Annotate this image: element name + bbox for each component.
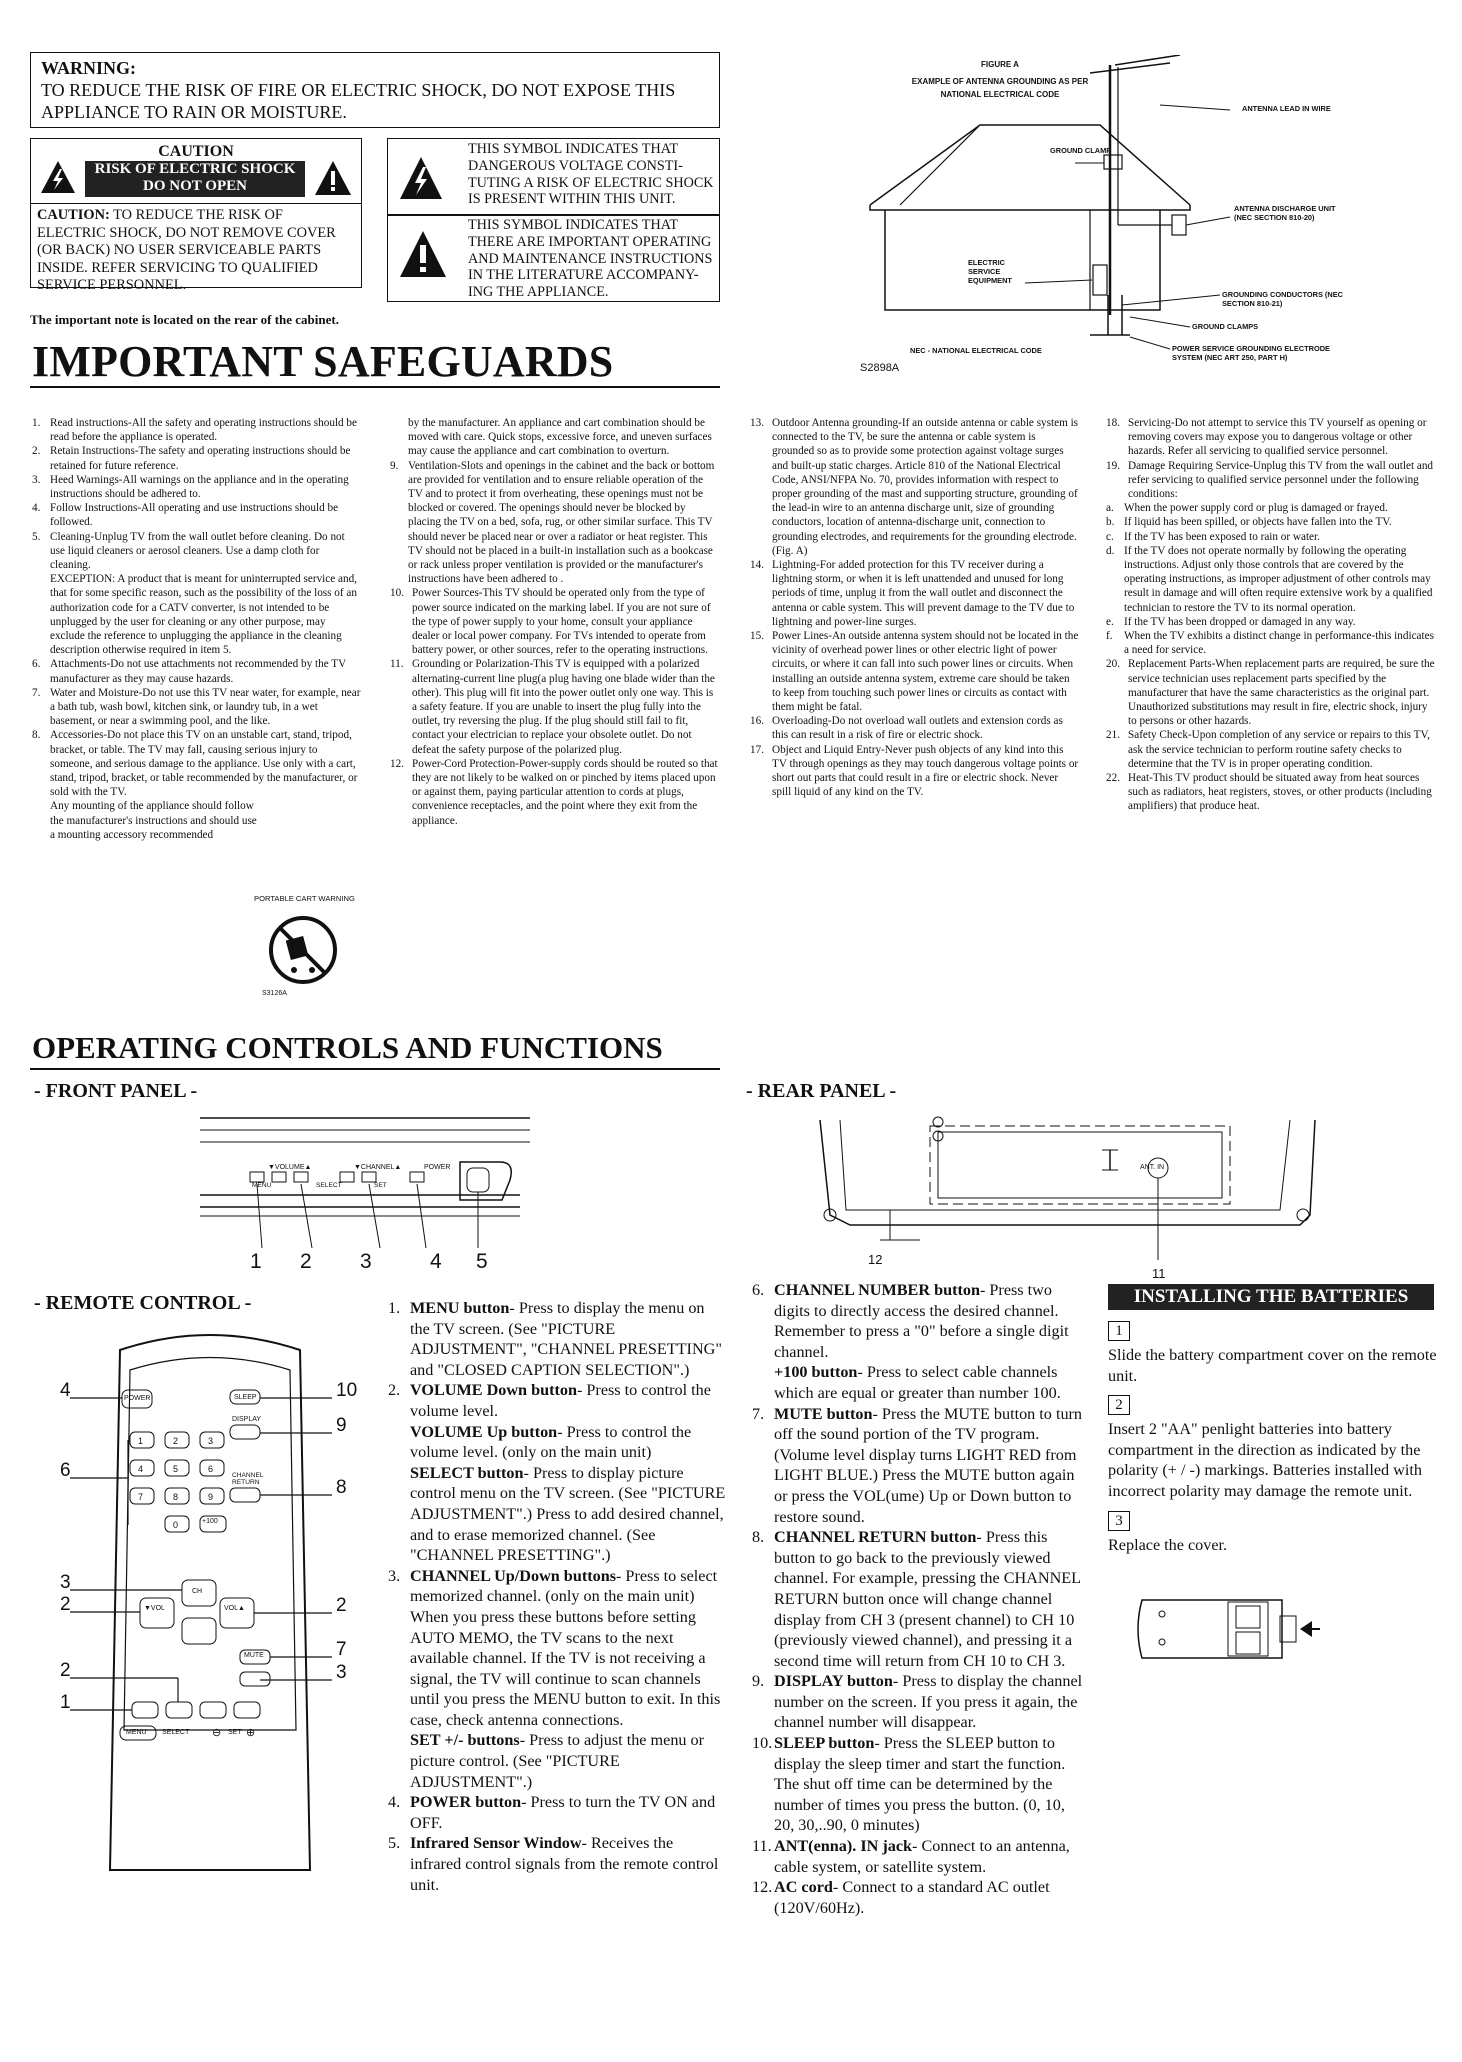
safeguard-item: [1106, 515, 1436, 529]
item-text: - Press this button to go back to the previously viewed channel. For example, pressing the CHANNEL RETURN button once will change channel display from CH 3 (present channel) to CH 10 (previously viewed channel), and pressing it a second time will return from CH 10 to CH 3.: [774, 1528, 1081, 1670]
remote-label-mute: MUTE: [244, 1652, 264, 1659]
item-number: 11.: [752, 1837, 772, 1856]
safeguard-item: [390, 657, 720, 756]
item-number: 12.: [752, 1878, 773, 1897]
item-heading: AC cord: [774, 1878, 833, 1897]
safeguard-item: [1106, 728, 1436, 771]
item-body: [774, 1836, 1088, 1877]
remote-callout-number: 10: [336, 1380, 358, 1401]
remote-key-label: 9: [208, 1492, 214, 1502]
item-body: [774, 1877, 1088, 1918]
bolt-symbol-box: [387, 138, 720, 216]
item-number: 22.: [1106, 772, 1120, 785]
caution-title: CAUTION: [158, 143, 234, 160]
remote-label-menu: MENU: [126, 1729, 147, 1736]
item-text: If the TV does not operate normally by following the operating instructions. Adjust only those controls that are covered by the operating instructions, as improper adjustment of other controls may result in damage and will often require extensive work by a qualified technician to restore the TV to its normal operation.: [1124, 544, 1433, 614]
remote-key-label: 2: [173, 1436, 179, 1446]
figure-subtitle-2: NATIONAL ELECTRICAL CODE: [940, 90, 1060, 99]
figure-title: FIGURE A: [981, 60, 1019, 69]
remote-label-plus: ⊕: [246, 1727, 256, 1739]
battery-step-number: [1108, 1510, 1438, 1531]
label-nec: NEC - NATIONAL ELECTRICAL CODE: [910, 346, 1042, 355]
item-text: Overloading-Do not overload wall outlets and extension cords as this can result in a risk of fire or electric shock.: [772, 715, 1063, 742]
item-text: Accessories-Do not place this TV on an unstable cart, stand, tripod, bracket, or table. The TV may fall, causing serious injury to someone, and serious damage to the appliance. Use only with a cart, stand, tripod, bracket, or table recommended by the manufacturer, or sold with the TV.: [50, 729, 358, 799]
item-text: by the manufacturer. An appliance and cart combination should be moved with care. Quick stops, excessive force, and uneven surfaces may cause the appliance and cart combination to overturn.: [408, 417, 712, 458]
item-body: [410, 1298, 728, 1380]
safeguard-item: [32, 728, 362, 799]
rear-label-ant: ANT. IN: [1140, 1164, 1165, 1171]
item-number: 11.: [390, 658, 404, 671]
item-text: Attachments-Do not use attachments not recommended by the TV manufacturer as they may cause hazards.: [50, 658, 346, 685]
item-text: EXCEPTION: A product that is meant for uninterrupted service and, that for some specific reason, such as the possibility of the loss of an authorization code for a CATV converter, is not intended to be unplugged by the user for cleaning or any other purpose, may exclude the reference to unplugging the appliance in the cleaning description otherwise required in item 5.: [50, 573, 357, 657]
front-panel-numbers: [250, 1250, 510, 1276]
item-text: - Press to display the menu on the TV screen. (See "PICTURE ADJUSTMENT", "CHANNEL PRESETTING" and "CLOSED CAPTION SELECTION".): [410, 1299, 722, 1379]
safeguard-item: [1106, 544, 1436, 615]
item-number: 6.: [32, 658, 41, 671]
item-heading: VOLUME Up button: [410, 1422, 558, 1441]
control-description: [388, 1422, 728, 1463]
remote-callout-number: 8: [336, 1477, 347, 1498]
item-number: a.: [1106, 502, 1114, 515]
item-number: 13.: [750, 417, 764, 429]
rear-panel-heading: - REAR PANEL -: [746, 1080, 897, 1102]
item-number: 15.: [750, 630, 764, 643]
control-description: [388, 1298, 728, 1380]
item-number: 10.: [752, 1734, 773, 1753]
item-body: [774, 1362, 1088, 1403]
control-description: [752, 1836, 1088, 1877]
front-panel-diagram: [190, 1100, 550, 1260]
remote-label-ch: CH: [192, 1588, 203, 1595]
label-ground-clamps: GROUND CLAMPS: [1192, 322, 1259, 331]
safeguard-item: [390, 459, 720, 587]
item-number: [388, 1730, 410, 1792]
item-text: When the power supply cord or plug is damaged or frayed.: [1124, 502, 1388, 515]
item-text: Cleaning-Unplug TV from the wall outlet before cleaning. Do not use liquid cleaners or aerosol cleaners. Use a damp cloth for cleaning.: [50, 530, 345, 572]
batteries-title: INSTALLING THE BATTERIES: [1133, 1286, 1409, 1307]
item-heading: MENU button: [410, 1299, 510, 1317]
item-number: [752, 1362, 774, 1403]
item-number: [32, 799, 50, 842]
exclamation-warning-icon: [313, 159, 353, 197]
item-text: Damage Requiring Service-Unplug this TV from the wall outlet and refer servicing to qualified service personnel under the following conditions:: [1128, 459, 1434, 501]
control-description: [752, 1362, 1088, 1403]
item-text: - Press to select cable channels which are equal or greater than number 100.: [774, 1363, 1061, 1402]
step-box: 3: [1108, 1511, 1130, 1531]
item-heading: CHANNEL Up/Down buttons: [410, 1566, 616, 1585]
controls-title: OPERATING CONTROLS AND FUNCTIONS: [32, 1030, 663, 1065]
bolt-symbol-text: THIS SYMBOL INDICATES THAT DANGEROUS VOLTAGE CONSTI-TUTING A RISK OF ELECTRIC SHOCK IS PRESENT WITHIN THIS UNIT.: [468, 141, 714, 208]
figure-subtitle-1: EXAMPLE OF ANTENNA GROUNDING AS PER: [911, 77, 1089, 86]
item-text: - Press two digits to directly access the desired channel. Remember to press a "0" before a single digit channel.: [774, 1281, 1069, 1361]
safeguard-item: [390, 416, 720, 459]
step-box: 1: [1108, 1321, 1130, 1341]
item-text: Any mounting of the appliance should follow the manufacturer's instructions and should use a mounting accessory recommended: [50, 800, 257, 841]
caution-text: TO REDUCE THE RISK OF ELECTRIC SHOCK, DO NOT REMOVE COVER (OR BACK) NO USER SERVICEABLE PARTS INSIDE. REFER SERVICING TO QUALIFIED SERVICE PERSONNEL.: [37, 207, 336, 293]
item-text: - Press to display the channel number on the screen. If you press it again, the channel number will disappear.: [774, 1672, 1083, 1732]
control-description: [752, 1733, 1088, 1836]
item-number: 5.: [388, 1834, 401, 1853]
item-text: If the TV has been dropped or damaged in any way.: [1124, 615, 1356, 628]
battery-step-text: Slide the battery compartment cover on the remote unit.: [1108, 1346, 1437, 1385]
remote-key-label: 7: [138, 1492, 144, 1502]
safeguard-item: [750, 558, 1080, 629]
warning-box: [30, 52, 720, 128]
safeguards-column-1: [32, 416, 362, 842]
safeguard-item: [1106, 771, 1436, 814]
item-text: Power Lines-An outside antenna system should not be located in the vicinity of overhead power lines or other electric light of power circuits, or where it can fall into such power lines or circuits. When installing an outside antenna system, extreme care should be taken to keep from touching such power lines or circuits as contact with them might be fatal.: [772, 630, 1079, 714]
item-number: 8.: [752, 1528, 765, 1547]
safeguard-item: [1106, 615, 1436, 629]
rear-label-12: 12: [868, 1252, 883, 1267]
item-number: 1.: [32, 417, 41, 429]
item-number: 2.: [388, 1381, 401, 1400]
warning-title: WARNING:: [41, 58, 137, 78]
control-description: [388, 1380, 728, 1421]
item-body: [410, 1566, 728, 1607]
remote-key-label: 3: [208, 1436, 214, 1446]
remote-callout-number: 2: [60, 1594, 71, 1615]
item-text: - Connect to a standard AC outlet (120V/60Hz).: [774, 1878, 1050, 1917]
item-number: 5.: [32, 530, 41, 543]
front-label-channel: ▼CHANNEL▲: [354, 1164, 402, 1171]
item-number: 6.: [752, 1281, 765, 1299]
item-text: - Receives the infrared control signals from the remote control unit.: [410, 1834, 719, 1894]
item-body: [774, 1527, 1088, 1671]
battery-step-text: Replace the cover.: [1108, 1535, 1228, 1554]
item-text: Follow Instructions-All operating and use instructions should be followed.: [50, 502, 339, 529]
caution-body: [37, 207, 355, 295]
safeguard-item: [32, 473, 362, 501]
caution-banner: [85, 161, 305, 197]
remote-callout-number: 3: [60, 1572, 71, 1593]
remote-key-label: 4: [138, 1464, 144, 1474]
safeguard-item: [1106, 459, 1436, 502]
item-body: [774, 1671, 1088, 1733]
item-text: Heed Warnings-All warnings on the appliance and in the operating instructions should be adhered to.: [50, 473, 349, 501]
item-heading: DISPLAY button: [774, 1672, 893, 1691]
remote-number-keys: [130, 1434, 250, 1544]
item-body: [774, 1280, 1088, 1362]
front-callout-number: 4: [430, 1250, 442, 1273]
item-body: [410, 1463, 728, 1566]
item-body: [410, 1792, 728, 1833]
safeguards-column-2: [390, 416, 720, 828]
safeguard-item: [32, 530, 362, 573]
item-heading: SELECT button: [410, 1463, 524, 1482]
control-description: [752, 1527, 1088, 1671]
safeguard-item: [750, 629, 1080, 714]
safeguard-item: [750, 743, 1080, 800]
safeguard-item: [32, 686, 362, 729]
item-body: [774, 1733, 1088, 1836]
control-description: [752, 1280, 1088, 1362]
item-number: e.: [1106, 615, 1114, 628]
item-text: - Press to display picture control menu on the TV screen. (See "PICTURE ADJUSTMENT".) Press to add desired channel, and to erase memorized channel. (See "CHANNEL PRESETTING".): [410, 1463, 726, 1565]
item-heading: SET +/- buttons: [410, 1731, 520, 1750]
item-number: [388, 1607, 410, 1731]
safeguard-item: [1106, 501, 1436, 515]
safeguard-item: [1106, 657, 1436, 728]
rear-label-11: 11: [1152, 1266, 1166, 1281]
item-heading: MUTE button: [774, 1404, 873, 1423]
front-label-power: POWER: [424, 1164, 451, 1171]
front-label-menu: MENU: [252, 1182, 272, 1189]
item-number: f.: [1106, 630, 1113, 643]
item-heading: SLEEP button: [774, 1734, 875, 1753]
cart-code: S3126A: [262, 990, 287, 997]
item-number: 9.: [390, 459, 399, 472]
remote-label-set: SET: [228, 1729, 242, 1736]
item-text: When the TV exhibits a distinct change in performance-this indicates a need for service.: [1124, 630, 1434, 657]
remote-key-label: 5: [173, 1464, 179, 1474]
exclamation-warning-icon: [398, 229, 448, 279]
item-heading: CHANNEL RETURN button: [774, 1528, 977, 1547]
item-number: 14.: [750, 559, 764, 572]
remote-callout-number: 2: [60, 1660, 71, 1681]
item-text: Ventilation-Slots and openings in the cabinet and the back or bottom are provided for ventilation and to ensure reliable operation of the TV and to protect it from overheating, these openings must not be blocked or covered. The openings should never be blocked by placing the TV on a bed, sofa, rug, or other similar surface. This TV should never be placed near or over a radiator or heat register. This TV should not be placed in a built-in installation such as a bookcase or rack unless proper ventilation is provided or the manufacturer's instructions have been adhered to .: [408, 459, 715, 586]
item-heading: VOLUME Down button: [410, 1381, 577, 1400]
remote-label-display: DISPLAY: [232, 1416, 262, 1423]
item-body: [410, 1422, 728, 1463]
item-body: [774, 1404, 1088, 1528]
lightning-warning-icon: [398, 155, 444, 201]
remote-label-power: POWER: [124, 1395, 151, 1402]
item-text: If liquid has been spilled, or objects have fallen into the TV.: [1124, 516, 1392, 529]
front-callout-number: 3: [360, 1250, 372, 1273]
label-grounding-conductors: GROUNDING CONDUCTORS (NEC SECTION 810-21): [1222, 290, 1343, 308]
item-text: Safety Check-Upon completion of any service or repairs to this TV, ask the service technician to perform routine safety checks to determine that the TV is in proper operating condition.: [1128, 729, 1430, 770]
control-description: [388, 1792, 728, 1833]
front-callout-number: 2: [300, 1250, 312, 1273]
remote-label-select: SELECT: [162, 1729, 190, 1736]
remote-callout-number: 2: [336, 1595, 347, 1616]
item-number: c.: [1106, 530, 1114, 543]
item-number: 10.: [390, 587, 404, 600]
exclaim-symbol-box: [387, 214, 720, 302]
item-number: [32, 572, 50, 657]
safeguard-item: [750, 714, 1080, 742]
safeguards-column-3: [750, 416, 1080, 799]
remote-label-minus: ⊖: [212, 1727, 222, 1739]
cart-warning-label: PORTABLE CART WARNING: [254, 894, 355, 903]
control-description: [388, 1833, 728, 1895]
item-text: - Press to adjust the menu or picture control. (See "PICTURE ADJUSTMENT".): [410, 1731, 705, 1791]
item-number: 8.: [32, 729, 41, 742]
item-number: 9.: [752, 1672, 765, 1691]
item-heading: ANT(enna). IN jack: [774, 1837, 913, 1856]
item-number: 3.: [32, 473, 41, 486]
item-number: 4.: [388, 1793, 401, 1812]
safeguard-item: [1106, 530, 1436, 544]
item-text: - Press to control the volume level. (only on the main unit): [410, 1422, 692, 1462]
safeguard-item: [390, 757, 720, 828]
front-label-select: SELECT: [316, 1182, 342, 1189]
label-service-equipment: ELECTRIC SERVICE EQUIPMENT: [968, 258, 1012, 285]
front-callout-number: 1: [250, 1250, 262, 1273]
safeguard-item: [1106, 629, 1436, 657]
item-text: Lightning-For added protection for this TV receiver during a lightning storm, or when it is left unattended and unused for long periods of time, unplug it from the wall outlet and disconnect the antenna or cable system. This will prevent damage to the TV due to lightning and power-line surges.: [772, 559, 1075, 628]
important-note: The important note is located on the rear of the cabinet.: [30, 312, 339, 327]
caution-banner-line1: RISK OF ELECTRIC SHOCK: [94, 161, 296, 177]
safeguard-item: [32, 657, 362, 685]
safeguard-item: [32, 572, 362, 657]
remote-label-sleep: SLEEP: [234, 1394, 257, 1401]
caution-label: CAUTION:: [37, 207, 110, 223]
remote-key-label: 6: [208, 1464, 214, 1474]
item-number: 7.: [32, 686, 41, 699]
item-number: d.: [1106, 544, 1115, 557]
remote-label-plus100: +100: [202, 1518, 218, 1525]
safeguard-item: [32, 501, 362, 529]
item-number: 2.: [32, 445, 41, 458]
item-text: Read instructions-All the safety and operating instructions should be read before the appliance is operated.: [50, 417, 357, 444]
control-description: [752, 1671, 1088, 1733]
item-number: [388, 1463, 410, 1566]
item-body: [410, 1730, 728, 1792]
item-text: Outdoor Antenna grounding-If an outside antenna or cable system is connected to the TV, be sure the antenna or cable system is grounded so as to provide some protection against voltage surges and built-up static charges. Article 810 of the National Electrical Code, ANSI/NFPA No. 70, provides information with respect to proper grounding of the mast and supporting structure, grounding of the lead-in wire to an antenna discharge unit, size of grounding conductors, location of antenna-discharge unit, connection to grounding electrodes, and requirements for the grounding electrode. (Fig. A): [772, 417, 1079, 557]
item-number: 4.: [32, 502, 41, 515]
item-text: Servicing-Do not attempt to service this TV yourself as opening or removing covers may expose you to dangerous voltage or other hazards. Refer all servicing to qualified service personnel.: [1128, 417, 1427, 458]
caution-banner-line2: DO NOT OPEN: [143, 178, 247, 194]
battery-step-text: Insert 2 "AA" penlight batteries into battery compartment in the direction as indicated by the polarity (+ / -) markings. Batteries installed with incorrect polarity may damage the remote unit.: [1108, 1420, 1422, 1500]
cart-warning-icon: [268, 910, 338, 986]
item-number: 16.: [750, 715, 764, 728]
battery-steps: [1108, 1320, 1438, 1555]
lightning-warning-icon: [39, 159, 77, 195]
remote-left-callouts: [60, 1380, 80, 1740]
item-text: Water and Moisture-Do not use this TV near water, for example, near a bath tub, wash bowl, kitchen sink, or laundry tub, in a wet basement, or near a swimming pool, and the like.: [50, 686, 361, 728]
battery-cover-diagram: [1132, 1592, 1322, 1666]
exclaim-symbol-text: THIS SYMBOL INDICATES THAT THERE ARE IMPORTANT OPERATING AND MAINTENANCE INSTRUCTIONS IN THE LITERATURE ACCOMPANY-ING THE APPLIANCE.: [468, 217, 713, 301]
controls-description-right: [752, 1280, 1088, 1918]
item-heading: Infrared Sensor Window: [410, 1834, 582, 1853]
item-number: [390, 416, 408, 459]
remote-key-label: 8: [173, 1492, 179, 1502]
item-number: 3.: [388, 1566, 401, 1585]
safeguards-column-4: [1106, 416, 1436, 814]
item-number: 7.: [752, 1404, 765, 1423]
remote-label-vol-left: ▼VOL: [144, 1605, 165, 1612]
remote-heading: - REMOTE CONTROL -: [34, 1292, 252, 1314]
control-description: [388, 1730, 728, 1792]
front-panel-heading: - FRONT PANEL -: [34, 1080, 198, 1102]
item-text: Replacement Parts-When replacement parts are required, be sure the service technician uses replacement parts specified by the manufacturer that have the same characteristics as the original part. Unauthorized substitutions may result in fire, electric shock, injury to persons or other hazards.: [1128, 658, 1435, 728]
item-body: [410, 1380, 728, 1421]
item-text: - Press the MUTE button to turn off the sound portion of the TV program. (Volume level display turns LIGHT RED from LIGHT BLUE.) Press the MUTE button again or press the VOL(ume) Up or Down button to restore sound.: [774, 1404, 1083, 1526]
item-number: 18.: [1106, 417, 1120, 429]
control-description: [388, 1566, 728, 1607]
item-number: 12.: [390, 757, 404, 770]
item-text: Power-Cord Protection-Power-supply cords should be routed so that they are not likely to be walked on or pinched by items placed upon or against them, paying particular attention to cords at plugs, convenience receptacles, and the point where they exit from the appliance.: [412, 757, 718, 827]
item-text: Heat-This TV product should be situated away from heat sources such as radiators, heat registers, stoves, or other products (including amplifiers) that produce heat.: [1128, 772, 1432, 813]
safeguard-item: [1106, 416, 1436, 459]
safeguard-item: [750, 416, 1080, 558]
front-label-set: SET: [374, 1182, 387, 1189]
control-description: [752, 1404, 1088, 1528]
remote-control-diagram: [50, 1330, 370, 1890]
label-discharge-unit: ANTENNA DISCHARGE UNIT (NEC SECTION 810-20): [1234, 204, 1336, 222]
item-number: 20.: [1106, 658, 1120, 671]
item-number: b.: [1106, 516, 1115, 529]
item-text: - Press to select memorized channel. (only on the main unit): [410, 1566, 718, 1606]
front-label-volume: ▼VOLUME▲: [268, 1164, 312, 1171]
item-number: 17.: [750, 743, 764, 756]
remote-label-channel-return: CHANNEL RETURN: [232, 1472, 264, 1486]
item-text: - Press to turn the TV ON and OFF.: [410, 1793, 716, 1832]
label-ground-clamp: GROUND CLAMP: [1050, 146, 1112, 155]
remote-key-label: 0: [173, 1520, 179, 1530]
figure-code: S2898A: [860, 362, 900, 374]
battery-step-number: [1108, 1394, 1438, 1415]
control-description: [752, 1877, 1088, 1918]
rear-panel-diagram: [810, 1110, 1320, 1270]
step-box: 2: [1108, 1395, 1130, 1415]
item-heading: +100 button: [774, 1363, 858, 1382]
controls-description-left: [388, 1298, 728, 1895]
remote-callout-number: 7: [336, 1639, 347, 1660]
item-heading: POWER button: [410, 1793, 522, 1812]
item-text: - Press the SLEEP button to display the sleep timer and start the function. The shut off time can be determined by the number of times you press the button. (0, 10, 20, 30,..90, 0 minutes): [774, 1734, 1066, 1835]
item-text: If the TV has been exposed to rain or water.: [1124, 530, 1320, 543]
item-text: Retain Instructions-The safety and operating instructions should be retained for future reference.: [50, 445, 351, 472]
label-antenna-lead: ANTENNA LEAD IN WIRE: [1242, 104, 1331, 113]
remote-callout-number: 6: [60, 1460, 71, 1481]
safeguard-item: [32, 444, 362, 472]
safeguard-item: [390, 586, 720, 657]
item-heading: CHANNEL NUMBER button: [774, 1281, 980, 1299]
item-body: [410, 1607, 728, 1731]
item-text: When you press these buttons before setting AUTO MEMO, the TV scans to the next available channel. If the TV is not receiving a signal, the TV will continue to scan channels until you press the MENU button to exit. In this case, check antenna connections.: [410, 1607, 721, 1729]
item-body: [410, 1833, 728, 1895]
warning-text: TO REDUCE THE RISK OF FIRE OR ELECTRIC SHOCK, DO NOT EXPOSE THIS APPLIANCE TO RAIN OR MOISTURE.: [41, 80, 676, 122]
item-number: 1.: [388, 1299, 401, 1317]
safeguard-item: [32, 416, 362, 444]
safeguard-item: [32, 799, 257, 842]
item-number: 19.: [1106, 459, 1120, 472]
label-power-service: POWER SERVICE GROUNDING ELECTRODE SYSTEM (NEC ART 250, PART H): [1172, 344, 1330, 362]
front-callout-number: 5: [476, 1250, 488, 1273]
item-text: - Connect to an antenna, cable system, or satellite system.: [774, 1837, 1070, 1876]
control-description: [388, 1463, 728, 1566]
item-number: [388, 1422, 410, 1463]
remote-label-vol-right: VOL▲: [224, 1605, 245, 1612]
remote-callout-number: 9: [336, 1415, 347, 1436]
item-text: Object and Liquid Entry-Never push objects of any kind into this TV through openings as they may touch dangerous voltage points or short out parts that could result in a fire or electric shock. Never spill liquid of any kind on the TV.: [772, 743, 1079, 799]
caution-box: [30, 138, 362, 293]
safeguards-title: IMPORTANT SAFEGUARDS: [32, 337, 614, 386]
remote-right-callouts: [336, 1380, 376, 1740]
remote-callout-number: 1: [60, 1692, 71, 1713]
item-number: 21.: [1106, 729, 1120, 742]
remote-key-label: 1: [138, 1436, 144, 1446]
battery-step-number: [1108, 1320, 1438, 1341]
item-text: Grounding or Polarization-This TV is equipped with a polarized alternating-current line plug(a plug having one blade wider than the other). This plug will fit into the power outlet only one way. This is a safety feature. If you are unable to insert the plug fully into the outlet, try reversing the plug. If the plug should still fail to fit, contact your electrician to replace your obsolete outlet. Do not defeat the safety purpose of the polarized plug.: [412, 658, 715, 756]
item-text: - Press to control the volume level.: [410, 1381, 711, 1420]
remote-callout-number: 4: [60, 1380, 71, 1401]
item-text: Power Sources-This TV should be operated only from the type of power source indicated on the marking label. If you are not sure of the type of power supply to your home, consult your appliance dealer or local power company. For TVs intended to operate from battery power, or other sources, refer to the operating instructions.: [412, 587, 711, 657]
batteries-banner: [1108, 1284, 1434, 1310]
control-description: [388, 1607, 728, 1731]
remote-callout-number: 3: [336, 1662, 347, 1683]
